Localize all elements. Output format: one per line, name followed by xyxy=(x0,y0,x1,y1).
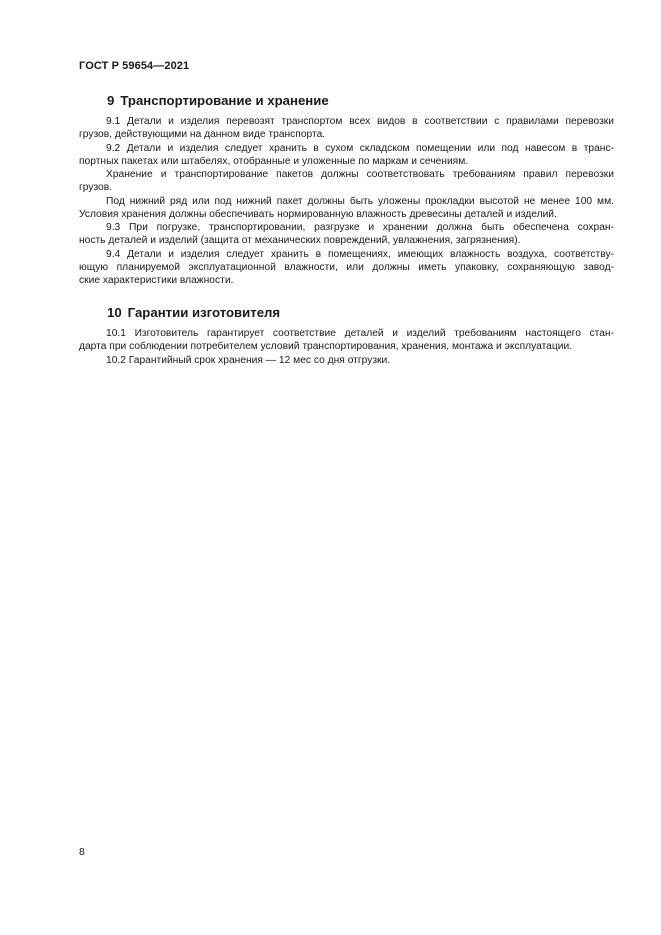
page-number: 8 xyxy=(79,846,85,858)
section-9-number: 9 xyxy=(107,93,115,108)
paragraph-line: ющую планируемой эксплуатационной влажности, или должны иметь упаковку, сохраняющую завод- xyxy=(79,261,614,273)
paragraph-line: 9.4 Детали и изделия следует хранить в помещениях, имеющих влажность воздуха, соответству- xyxy=(106,248,614,260)
paragraph-line: ность деталей и изделий (защита от механических повреждений, увлажнения, загрязнения). xyxy=(79,235,521,247)
paragraph-line: 9.2 Детали и изделия следует хранить в сухом складском помещении или под навесом в транс- xyxy=(106,142,614,154)
paragraph-line: портных пакетах или штабелях, отобранные и уложенные по маркам и сечениям. xyxy=(79,155,469,167)
paragraph-line: Условия хранения должны обеспечивать нормированную влажность древесины деталей и изделий. xyxy=(79,208,557,220)
document-code-header: ГОСТ Р 59654—2021 xyxy=(79,60,190,72)
paragraph-line: грузов. xyxy=(79,182,113,194)
section-9-body xyxy=(79,115,614,287)
section-9-title: Транспортирование и хранение xyxy=(120,93,329,108)
section-10-title: Гарантии изготовителя xyxy=(127,305,281,320)
paragraph-line: Хранение и транспортирование пакетов должны соответствовать требованиям правил перевозки xyxy=(106,169,614,180)
section-9-heading xyxy=(107,93,329,108)
paragraph-line: 10.1 Изготовитель гарантирует соответствие деталей и изделий требованиям настоящего стан- xyxy=(106,328,614,339)
section-10-body xyxy=(79,327,614,367)
section-10-heading xyxy=(107,305,280,320)
paragraph-line: 9.1 Детали и изделия перевозят транспортом всех видов в соответствии с правилами перевозки xyxy=(106,116,614,127)
paragraph-line: Под нижний ряд или под нижний пакет должны быть уложены прокладки высотой не менее 100 мм. xyxy=(106,195,614,207)
section-10-number: 10 xyxy=(107,305,122,320)
paragraph-line: ские характеристики влажности. xyxy=(79,275,234,286)
paragraph-line: грузов, действующими на данном виде транспорта. xyxy=(79,129,326,141)
paragraph-line: дарта при соблюдении потребителем условий транспортирования, хранения, монтажа и эксплуатации. xyxy=(79,341,573,353)
paragraph-line: 9.3 При погрузке, транспортировании, разгрузке и хранении должна быть обеспечена сохран- xyxy=(106,222,614,233)
paragraph-line: 10.2 Гарантийный срок хранения — 12 мес со дня отгрузки. xyxy=(106,354,391,366)
